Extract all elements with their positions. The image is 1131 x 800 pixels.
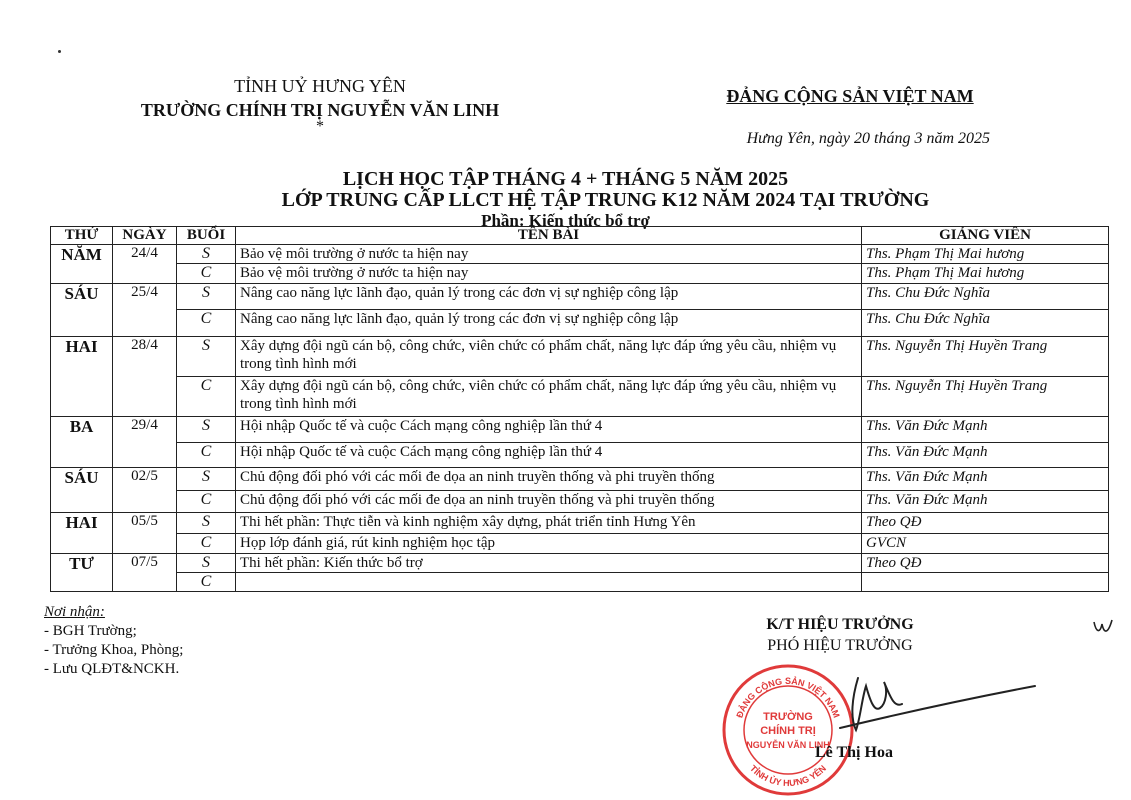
issuer-block bbox=[100, 74, 540, 135]
session-cell: S bbox=[177, 513, 236, 534]
col-header-ten-bai: TÊN BÀI bbox=[236, 227, 862, 245]
lecturer-cell: Ths. Phạm Thị Mai hương bbox=[862, 264, 1109, 284]
table-row bbox=[51, 264, 1109, 284]
session-cell: C bbox=[177, 310, 236, 337]
session-cell: C bbox=[177, 491, 236, 513]
lecturer-cell: Ths. Phạm Thị Mai hương bbox=[862, 245, 1109, 264]
date-cell: 29/4 bbox=[113, 417, 177, 468]
table-row bbox=[51, 337, 1109, 377]
lesson-cell: Nâng cao năng lực lãnh đạo, quản lý trong các đơn vị sự nghiệp công lập bbox=[236, 310, 862, 337]
date-cell: 02/5 bbox=[113, 468, 177, 513]
col-header-thu: THỨ bbox=[51, 227, 113, 245]
issuer-line-2: TRƯỜNG CHÍNH TRỊ NGUYỄN VĂN LINH bbox=[140, 100, 500, 120]
document-subtitle: LỚP TRUNG CẤP LLCT HỆ TẬP TRUNG K12 NĂM 2024 TẠI TRƯỜNG bbox=[281, 189, 930, 211]
scan-speck bbox=[58, 50, 61, 53]
col-header-giang-vien: GIẢNG VIÊN bbox=[862, 227, 1109, 245]
col-header-buoi: BUỔI bbox=[177, 227, 236, 245]
lecturer-cell bbox=[862, 573, 1109, 592]
lesson-cell: Nâng cao năng lực lãnh đạo, quản lý trong các đơn vị sự nghiệp công lập bbox=[236, 284, 862, 310]
table-row bbox=[51, 443, 1109, 468]
lesson-cell: Thi hết phần: Thực tiễn và kinh nghiệm xây dựng, phát triển tỉnh Hưng Yên bbox=[236, 513, 862, 534]
table-header-row bbox=[51, 227, 1109, 245]
recipient-item: - Lưu QLĐT&NCKH. bbox=[44, 661, 180, 677]
lecturer-cell: Ths. Văn Đức Mạnh bbox=[862, 468, 1109, 491]
session-cell: C bbox=[177, 443, 236, 468]
signature-title: K/T HIỆU TRƯỞNG bbox=[766, 616, 914, 633]
table-row bbox=[51, 245, 1109, 264]
recipient-item: - BGH Trường; bbox=[44, 623, 137, 639]
session-cell: C bbox=[177, 377, 236, 417]
stamp-bottom-text: TỈNH ỦY HƯNG YÊN bbox=[747, 763, 829, 789]
day-cell: SÁU bbox=[51, 468, 113, 513]
session-cell: S bbox=[177, 284, 236, 310]
recipients-title: Nơi nhận: bbox=[44, 604, 105, 620]
lesson-cell bbox=[236, 573, 862, 592]
lecturer-cell: Ths. Chu Đức Nghĩa bbox=[862, 310, 1109, 337]
signer-name: Lê Thị Hoa bbox=[815, 744, 893, 761]
session-cell: S bbox=[177, 337, 236, 377]
schedule-table bbox=[50, 226, 1109, 592]
table-row bbox=[51, 513, 1109, 534]
recipients-block bbox=[44, 603, 183, 679]
stamp-center-line-3: NGUYỄN VĂN LINH bbox=[746, 740, 830, 750]
session-cell: C bbox=[177, 534, 236, 554]
lecturer-cell: Ths. Nguyễn Thị Huyền Trang bbox=[862, 377, 1109, 417]
table-row bbox=[51, 573, 1109, 592]
date-line: Hưng Yên, ngày 20 tháng 3 năm 2025 bbox=[746, 130, 990, 147]
table-row bbox=[51, 377, 1109, 417]
lesson-cell: Xây dựng đội ngũ cán bộ, công chức, viên chức có phẩm chất, năng lực đáp ứng yêu cầu, nhiệm vụ trong tình hình mới bbox=[236, 377, 862, 417]
session-cell: S bbox=[177, 468, 236, 491]
table-row bbox=[51, 310, 1109, 337]
issuer-line-1: TỈNH UỶ HƯNG YÊN bbox=[234, 76, 406, 96]
party-block bbox=[660, 86, 1040, 107]
stamp-center-line-2: CHÍNH TRỊ bbox=[760, 725, 816, 737]
lecturer-cell: Ths. Nguyễn Thị Huyền Trang bbox=[862, 337, 1109, 377]
date-cell: 24/4 bbox=[113, 245, 177, 284]
day-cell: NĂM bbox=[51, 245, 113, 284]
session-cell: C bbox=[177, 573, 236, 592]
table-row bbox=[51, 491, 1109, 513]
lecturer-cell: Ths. Chu Đức Nghĩa bbox=[862, 284, 1109, 310]
date-cell: 28/4 bbox=[113, 337, 177, 417]
lesson-cell: Hội nhập Quốc tế và cuộc Cách mạng công nghiệp lần thứ 4 bbox=[236, 417, 862, 443]
table-row bbox=[51, 468, 1109, 491]
lesson-cell: Bảo vệ môi trường ở nước ta hiện nay bbox=[236, 264, 862, 284]
recipient-item: - Trưởng Khoa, Phòng; bbox=[44, 642, 184, 658]
day-cell: HAI bbox=[51, 337, 113, 417]
lesson-cell: Hội nhập Quốc tế và cuộc Cách mạng công nghiệp lần thứ 4 bbox=[236, 443, 862, 468]
table-row bbox=[51, 417, 1109, 443]
lesson-cell: Chủ động đối phó với các mối đe dọa an ninh truyền thống và phi truyền thống bbox=[236, 491, 862, 513]
session-cell: S bbox=[177, 417, 236, 443]
lecturer-cell: Theo QĐ bbox=[862, 513, 1109, 534]
date-cell: 25/4 bbox=[113, 284, 177, 337]
lesson-cell: Xây dựng đội ngũ cán bộ, công chức, viên chức có phẩm chất, năng lực đáp ứng yêu cầu, nhiệm vụ trong tình hình mới bbox=[236, 337, 862, 377]
lecturer-cell: Ths. Văn Đức Mạnh bbox=[862, 491, 1109, 513]
session-cell: C bbox=[177, 264, 236, 284]
date-cell: 05/5 bbox=[113, 513, 177, 554]
lecturer-cell: Ths. Văn Đức Mạnh bbox=[862, 443, 1109, 468]
stamp-outer-text: ĐẢNG CỘNG SẢN VIỆT NAM bbox=[734, 676, 842, 720]
day-cell: BA bbox=[51, 417, 113, 468]
issuer-star: * bbox=[316, 118, 324, 135]
handwritten-signature bbox=[800, 668, 1040, 743]
lecturer-cell: Theo QĐ bbox=[862, 554, 1109, 573]
table-row bbox=[51, 284, 1109, 310]
lecturer-cell: GVCN bbox=[862, 534, 1109, 554]
lesson-cell: Bảo vệ môi trường ở nước ta hiện nay bbox=[236, 245, 862, 264]
stamp-center-line-1: TRƯỜNG bbox=[763, 711, 813, 723]
date-cell: 07/5 bbox=[113, 554, 177, 592]
signature-role: PHÓ HIỆU TRƯỞNG bbox=[767, 637, 913, 654]
lesson-cell: Họp lớp đánh giá, rút kinh nghiệm học tập bbox=[236, 534, 862, 554]
lesson-cell: Chủ động đối phó với các mối đe dọa an ninh truyền thống và phi truyền thống bbox=[236, 468, 862, 491]
document-title: LỊCH HỌC TẬP THÁNG 4 + THÁNG 5 NĂM 2025 bbox=[342, 168, 789, 190]
table-row bbox=[51, 554, 1109, 573]
lecturer-cell: Ths. Văn Đức Mạnh bbox=[862, 417, 1109, 443]
table-row bbox=[51, 534, 1109, 554]
party-name: ĐẢNG CỘNG SẢN VIỆT NAM bbox=[726, 86, 974, 106]
section-part: Phần: Kiến thức bổ trợ bbox=[481, 211, 650, 230]
session-cell: S bbox=[177, 554, 236, 573]
day-cell: TƯ bbox=[51, 554, 113, 592]
session-cell: S bbox=[177, 245, 236, 264]
col-header-ngay: NGÀY bbox=[113, 227, 177, 245]
svg-text:TỈNH ỦY HƯNG YÊN bbox=[748, 763, 828, 788]
day-cell: HAI bbox=[51, 513, 113, 554]
margin-mark bbox=[1092, 616, 1116, 638]
day-cell: SÁU bbox=[51, 284, 113, 337]
lesson-cell: Thi hết phần: Kiến thức bổ trợ bbox=[236, 554, 862, 573]
